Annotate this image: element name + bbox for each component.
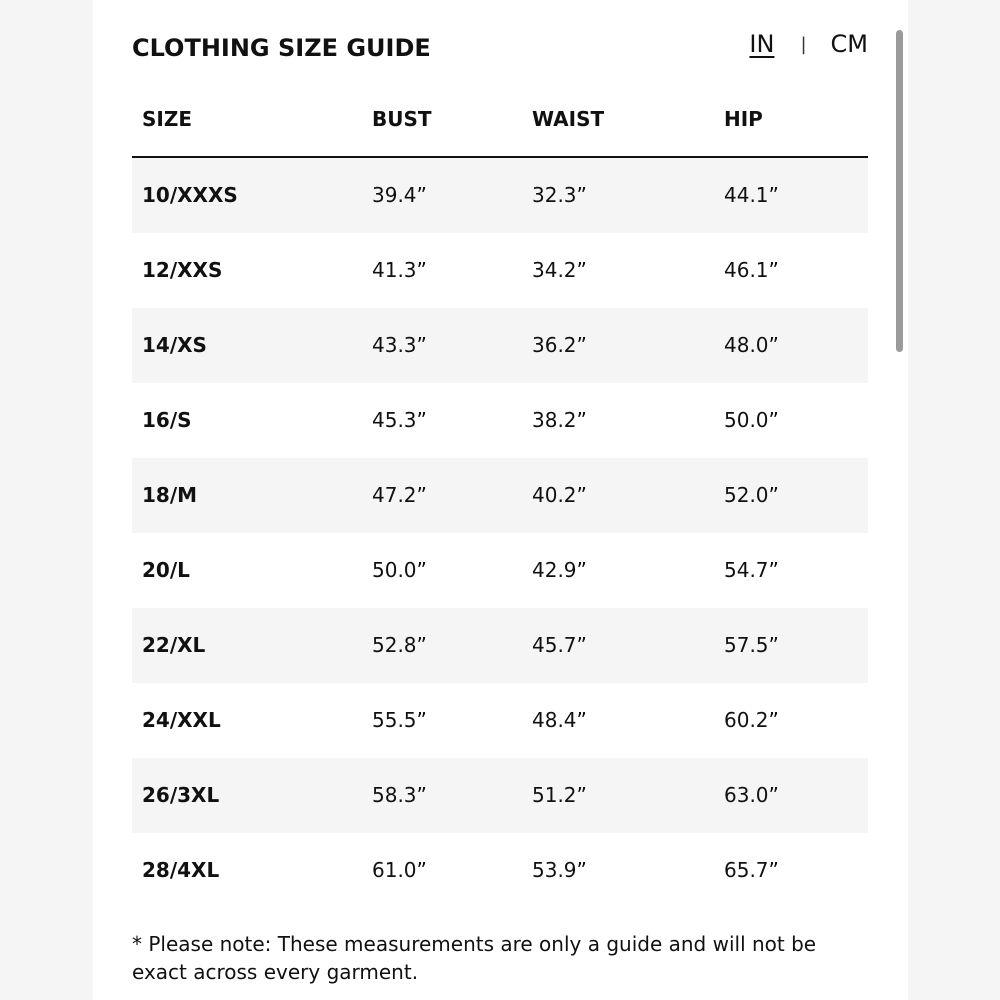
size-cell: 22/XL (142, 633, 206, 657)
waist-cell: 32.3” (532, 183, 587, 207)
waist-cell: 48.4” (532, 708, 587, 732)
table-row (132, 458, 868, 533)
size-cell: 28/4XL (142, 858, 220, 882)
hip-cell: 57.5” (724, 633, 779, 657)
bust-cell: 55.5” (372, 708, 427, 732)
size-cell: 14/XS (142, 333, 207, 357)
column-header-size: SIZE (142, 107, 193, 131)
waist-cell: 45.7” (532, 633, 587, 657)
hip-cell: 65.7” (724, 858, 779, 882)
bust-cell: 58.3” (372, 783, 427, 807)
bust-cell: 39.4” (372, 183, 427, 207)
hip-cell: 54.7” (724, 558, 779, 582)
size-cell: 16/S (142, 408, 192, 432)
bust-cell: 61.0” (372, 858, 427, 882)
table-row (132, 383, 868, 458)
size-cell: 18/M (142, 483, 198, 507)
column-header-hip: HIP (724, 107, 763, 131)
bust-cell: 41.3” (372, 258, 427, 282)
table-header-row (132, 83, 868, 158)
bust-cell: 45.3” (372, 408, 427, 432)
unit-inches-button[interactable]: IN (749, 30, 775, 58)
bust-cell: 43.3” (372, 333, 427, 357)
table-row (132, 308, 868, 383)
unit-separator: | (800, 33, 807, 55)
waist-cell: 36.2” (532, 333, 587, 357)
bust-cell: 50.0” (372, 558, 427, 582)
waist-cell: 40.2” (532, 483, 587, 507)
bust-cell: 52.8” (372, 633, 427, 657)
table-row (132, 758, 868, 833)
size-cell: 24/XXL (142, 708, 221, 732)
table-row (132, 533, 868, 608)
hip-cell: 63.0” (724, 783, 779, 807)
table-row (132, 158, 868, 233)
hip-cell: 50.0” (724, 408, 779, 432)
bust-cell: 47.2” (372, 483, 427, 507)
hip-cell: 52.0” (724, 483, 779, 507)
unit-toggle (749, 28, 868, 60)
size-cell: 10/XXXS (142, 183, 238, 207)
size-cell: 12/XXS (142, 258, 223, 282)
waist-cell: 38.2” (532, 408, 587, 432)
table-row (132, 683, 868, 758)
hip-cell: 44.1” (724, 183, 779, 207)
unit-centimeters-button[interactable]: CM (830, 30, 868, 58)
waist-cell: 51.2” (532, 783, 587, 807)
table-row (132, 233, 868, 308)
waist-cell: 53.9” (532, 858, 587, 882)
waist-cell: 34.2” (532, 258, 587, 282)
table-row (132, 608, 868, 683)
size-cell: 20/L (142, 558, 190, 582)
table-row (132, 833, 868, 908)
hip-cell: 46.1” (724, 258, 779, 282)
column-header-waist: WAIST (532, 107, 605, 131)
hip-cell: 48.0” (724, 333, 779, 357)
size-cell: 26/3XL (142, 783, 220, 807)
page-title: CLOTHING SIZE GUIDE (132, 34, 431, 62)
size-guide-panel (93, 0, 908, 1000)
scrollbar-thumb[interactable] (896, 30, 903, 352)
size-table (132, 83, 868, 908)
waist-cell: 42.9” (532, 558, 587, 582)
measurement-note: * Please note: These measurements are only a guide and will not be exact across every garment. (132, 932, 817, 984)
hip-cell: 60.2” (724, 708, 779, 732)
column-header-bust: BUST (372, 107, 432, 131)
